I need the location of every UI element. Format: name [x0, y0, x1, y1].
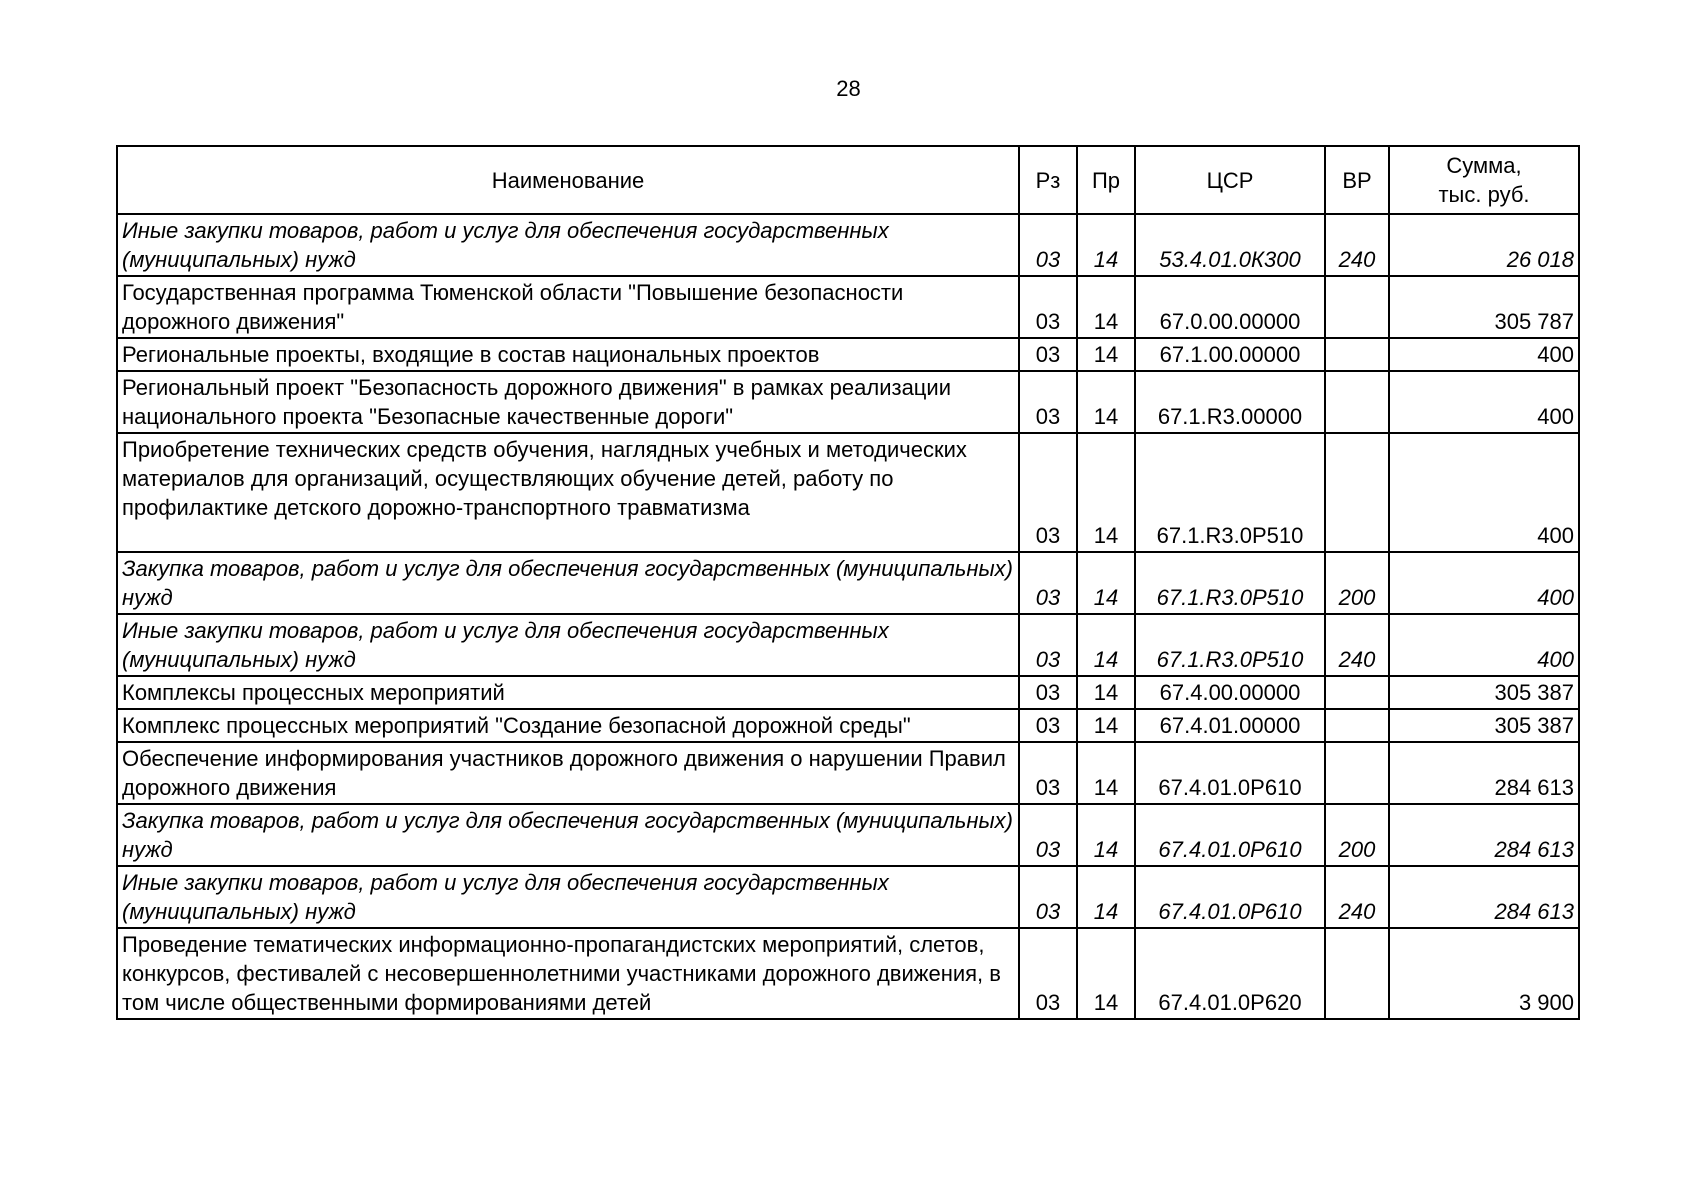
table-row — [117, 552, 1579, 614]
cell-vr — [1325, 371, 1389, 433]
cell-vr — [1325, 338, 1389, 371]
cell-sum: 305 787 — [1389, 276, 1579, 338]
cell-csr: 67.1.00.00000 — [1135, 338, 1325, 371]
header-sum — [1389, 146, 1579, 214]
table-body — [117, 214, 1579, 1019]
cell-vr — [1325, 928, 1389, 1019]
cell-name: Иные закупки товаров, работ и услуг для обеспечения государственных (муниципальных) нужд — [117, 866, 1019, 928]
cell-vr — [1325, 276, 1389, 338]
budget-table — [116, 145, 1580, 1020]
table-row — [117, 214, 1579, 276]
cell-csr: 67.4.01.00000 — [1135, 709, 1325, 742]
header-sum-line1: Сумма, — [1446, 153, 1522, 178]
cell-pr: 14 — [1077, 338, 1135, 371]
cell-name: Государственная программа Тюменской области "Повышение безопасности дорожного движения" — [117, 276, 1019, 338]
cell-pr: 14 — [1077, 371, 1135, 433]
cell-vr — [1325, 676, 1389, 709]
cell-sum: 305 387 — [1389, 709, 1579, 742]
cell-vr — [1325, 433, 1389, 552]
cell-csr: 53.4.01.0К300 — [1135, 214, 1325, 276]
cell-sum: 400 — [1389, 371, 1579, 433]
cell-csr: 67.4.01.0Р610 — [1135, 742, 1325, 804]
cell-name: Обеспечение информирования участников дорожного движения о нарушении Правил дорожного движения — [117, 742, 1019, 804]
table-header-row — [117, 146, 1579, 214]
cell-pr: 14 — [1077, 276, 1135, 338]
cell-sum: 305 387 — [1389, 676, 1579, 709]
cell-vr: 240 — [1325, 614, 1389, 676]
cell-rz: 03 — [1019, 676, 1077, 709]
cell-name: Закупка товаров, работ и услуг для обеспечения государственных (муниципальных) нужд — [117, 804, 1019, 866]
cell-pr: 14 — [1077, 804, 1135, 866]
cell-sum: 3 900 — [1389, 928, 1579, 1019]
cell-pr: 14 — [1077, 928, 1135, 1019]
table-row — [117, 866, 1579, 928]
cell-vr: 240 — [1325, 214, 1389, 276]
cell-rz: 03 — [1019, 804, 1077, 866]
table-row — [117, 804, 1579, 866]
page-number: 28 — [836, 76, 861, 101]
header-rz: Рз — [1019, 146, 1077, 214]
cell-rz: 03 — [1019, 928, 1077, 1019]
cell-pr: 14 — [1077, 709, 1135, 742]
cell-csr: 67.1.R3.00000 — [1135, 371, 1325, 433]
table-row — [117, 276, 1579, 338]
cell-vr: 240 — [1325, 866, 1389, 928]
header-sum-line2: тыс. руб. — [1438, 182, 1530, 207]
cell-pr: 14 — [1077, 676, 1135, 709]
cell-sum: 284 613 — [1389, 866, 1579, 928]
cell-csr: 67.1.R3.0Р510 — [1135, 614, 1325, 676]
cell-rz: 03 — [1019, 709, 1077, 742]
cell-pr: 14 — [1077, 866, 1135, 928]
table-row — [117, 928, 1579, 1019]
cell-rz: 03 — [1019, 614, 1077, 676]
cell-vr: 200 — [1325, 552, 1389, 614]
cell-csr: 67.4.01.0Р610 — [1135, 804, 1325, 866]
cell-sum: 284 613 — [1389, 742, 1579, 804]
cell-name: Приобретение технических средств обучения, наглядных учебных и методических материалов для организаций, осуществляющих обучение детей, работу по профилактике детского дорожно-транспортного травматизма — [117, 433, 1019, 552]
table-row — [117, 742, 1579, 804]
cell-name: Закупка товаров, работ и услуг для обеспечения государственных (муниципальных) нужд — [117, 552, 1019, 614]
header-csr: ЦСР — [1135, 146, 1325, 214]
cell-vr — [1325, 742, 1389, 804]
cell-rz: 03 — [1019, 866, 1077, 928]
cell-sum: 400 — [1389, 338, 1579, 371]
cell-csr: 67.4.00.00000 — [1135, 676, 1325, 709]
cell-rz: 03 — [1019, 433, 1077, 552]
cell-sum: 26 018 — [1389, 214, 1579, 276]
cell-vr: 200 — [1325, 804, 1389, 866]
cell-sum: 400 — [1389, 614, 1579, 676]
cell-rz: 03 — [1019, 276, 1077, 338]
cell-rz: 03 — [1019, 214, 1077, 276]
table-row — [117, 709, 1579, 742]
cell-vr — [1325, 709, 1389, 742]
cell-pr: 14 — [1077, 214, 1135, 276]
table-row — [117, 614, 1579, 676]
cell-name: Региональные проекты, входящие в состав национальных проектов — [117, 338, 1019, 371]
table-row — [117, 433, 1579, 552]
header-pr: Пр — [1077, 146, 1135, 214]
cell-csr: 67.0.00.00000 — [1135, 276, 1325, 338]
cell-name: Региональный проект "Безопасность дорожного движения" в рамках реализации национального проекта "Безопасные качественные дороги" — [117, 371, 1019, 433]
cell-rz: 03 — [1019, 552, 1077, 614]
cell-pr: 14 — [1077, 614, 1135, 676]
header-vr: ВР — [1325, 146, 1389, 214]
table-row — [117, 338, 1579, 371]
cell-name: Комплекс процессных мероприятий "Создание безопасной дорожной среды" — [117, 709, 1019, 742]
cell-rz: 03 — [1019, 338, 1077, 371]
cell-csr: 67.1.R3.0Р510 — [1135, 552, 1325, 614]
cell-pr: 14 — [1077, 742, 1135, 804]
header-name: Наименование — [117, 146, 1019, 214]
cell-rz: 03 — [1019, 742, 1077, 804]
cell-name: Проведение тематических информационно-пропагандистских мероприятий, слетов, конкурсов, фестивалей с несовершеннолетними участниками дорожного движения, в том числе общественными формированиями детей — [117, 928, 1019, 1019]
table-row — [117, 676, 1579, 709]
cell-pr: 14 — [1077, 552, 1135, 614]
cell-csr: 67.1.R3.0Р510 — [1135, 433, 1325, 552]
cell-name: Комплексы процессных мероприятий — [117, 676, 1019, 709]
cell-sum: 400 — [1389, 433, 1579, 552]
cell-name: Иные закупки товаров, работ и услуг для обеспечения государственных (муниципальных) нужд — [117, 214, 1019, 276]
cell-name: Иные закупки товаров, работ и услуг для обеспечения государственных (муниципальных) нужд — [117, 614, 1019, 676]
table-row — [117, 371, 1579, 433]
cell-rz: 03 — [1019, 371, 1077, 433]
cell-csr: 67.4.01.0Р620 — [1135, 928, 1325, 1019]
cell-sum: 400 — [1389, 552, 1579, 614]
cell-pr: 14 — [1077, 433, 1135, 552]
cell-sum: 284 613 — [1389, 804, 1579, 866]
cell-csr: 67.4.01.0Р610 — [1135, 866, 1325, 928]
